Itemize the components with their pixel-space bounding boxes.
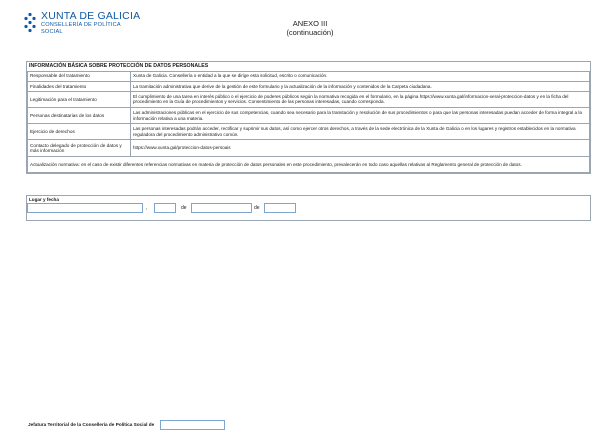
data-protection-table <box>27 71 590 173</box>
table-row <box>28 108 590 124</box>
update-note: Actualización normativa: en el caso de existir diferentes referencias normativas en materia de protección de datos personales en este procedimiento, prevalecerán en todo caso aquellas relativas al Reglamento general de protección de datos. <box>28 156 590 172</box>
table-row <box>28 71 590 81</box>
department-line-1: CONSELLERÍA DE POLÍTICA <box>41 22 121 28</box>
annex-title: ANEXO III <box>292 19 328 28</box>
row-label: Legitimación para el tratamiento <box>28 91 131 107</box>
table-row <box>28 81 590 91</box>
de-separator-1: de <box>181 205 187 211</box>
place-field[interactable] <box>27 203 143 213</box>
row-label: Contacto delegado de protección de datos y más información <box>28 140 131 156</box>
row-label: Ejercicio de derechos <box>28 124 131 140</box>
row-value: El cumplimiento de una tarea en interés público o el ejercicio de poderes públicos según la normativa recogida en el formulario, en la página https://www.xunta.gal/informacion-xeral-proteccion-datos y en la ficha del procedimiento en la Guía de procedimientos y servicios. Consentimiento de las personas interesadas, cuando corresponda. <box>131 91 590 107</box>
table-row <box>28 140 590 156</box>
data-protection-box <box>26 61 591 174</box>
xunta-logo <box>22 11 140 35</box>
row-value: Las personas interesadas podrán acceder, rectificar y suprimir sus datos, así como ejercer otros derechos, a través de la sede electrónica de la Xunta de Galicia o en los lugares y registros establecidos en la normativa reguladora del procedimiento administrativo común. <box>131 124 590 140</box>
table-row <box>28 91 590 107</box>
brand-name: XUNTA DE GALICIA <box>41 10 141 22</box>
row-value: Las administraciones públicas en el ejercicio de sus competencias, cuando sea necesario para la tramitación y resolución de sus procedimientos o para que las personas interesadas puedan acceder de forma integral a la información relativa a una materia. <box>131 108 590 124</box>
place-date-label: Lugar y fecha <box>29 197 59 202</box>
row-value: La tramitación administrativa que derive de la gestión de este formulario y la actualización de la información y contenidos de la Carpeta ciudadana. <box>131 81 590 91</box>
month-field[interactable] <box>191 203 252 213</box>
logo-text <box>41 11 140 35</box>
day-field[interactable] <box>154 203 176 213</box>
table-row <box>28 156 590 172</box>
comma-separator: , <box>146 205 148 211</box>
row-label: Finalidades del tratamiento <box>28 81 131 91</box>
annex-subtitle: (continuación) <box>286 28 334 37</box>
de-separator-2: de <box>254 205 260 211</box>
table-row <box>28 124 590 140</box>
row-value: Xunta de Galicia. Consellería o entidad a la que se dirige esta solicitud, escrito o comunicación. <box>131 71 590 81</box>
department-line-2: SOCIAL <box>41 28 63 35</box>
annex-heading <box>240 19 380 37</box>
territorial-office-label: Jefatura Territorial de la Consellería de Política Social de <box>28 422 155 427</box>
row-value: https://www.xunta.gal/proteccion-datos-persoais <box>131 140 590 156</box>
year-field[interactable] <box>264 203 296 213</box>
row-label: Personas destinatarias de los datos <box>28 108 131 124</box>
xunta-emblem-icon <box>22 12 38 34</box>
data-protection-title: INFORMACIÓN BÁSICA SOBRE PROTECCIÓN DE DATOS PERSONALES <box>27 62 590 71</box>
territorial-office-field[interactable] <box>160 420 225 430</box>
row-label: Responsable del tratamiento <box>28 71 131 81</box>
place-date-section <box>26 195 591 221</box>
